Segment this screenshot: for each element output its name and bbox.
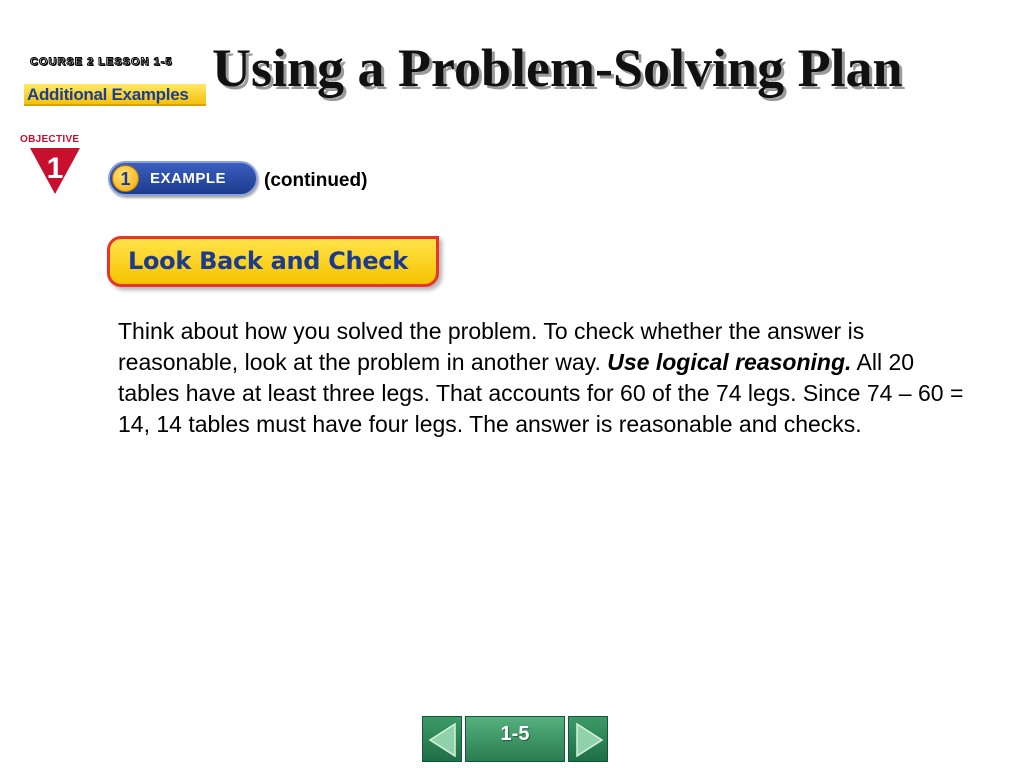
explanation-emphasis: Use logical reasoning.: [607, 349, 852, 375]
objective-label: OBJECTIVE: [20, 134, 80, 145]
section-heading: Look Back and Check: [128, 247, 408, 275]
example-number: 1: [112, 165, 139, 192]
page-number: 1-5: [465, 716, 565, 762]
explanation-text: [118, 316, 968, 440]
example-label: EXAMPLE: [150, 170, 227, 187]
previous-slide-button[interactable]: [422, 716, 462, 762]
slide-title: Using a Problem-Solving Plan: [212, 38, 903, 98]
explanation-part-1: Think about how you solved the problem. To check whether the answer is reasonable, look at the problem in another way.: [118, 318, 865, 375]
slide-navigation: [422, 716, 608, 762]
continued-label: (continued): [264, 170, 368, 191]
example-badge: [108, 161, 258, 196]
objective-triangle-icon: [30, 148, 80, 194]
objective-number: 1: [46, 152, 64, 185]
triangle-right-icon: [569, 717, 609, 763]
triangle-left-icon: [423, 717, 463, 763]
additional-examples-banner: Additional Examples: [24, 84, 206, 106]
course-lesson-label: COURSE 2 LESSON 1-5: [30, 56, 173, 68]
look-back-and-check-banner: [107, 236, 439, 287]
objective-badge: [20, 134, 90, 194]
explanation-part-2: All 20 tables have at least three legs. That accounts for 60 of the 74 legs. Since 74 – 60 = 14, 14 tables must have four legs. The answer is reasonable and checks.: [118, 349, 964, 437]
next-slide-button[interactable]: [568, 716, 608, 762]
